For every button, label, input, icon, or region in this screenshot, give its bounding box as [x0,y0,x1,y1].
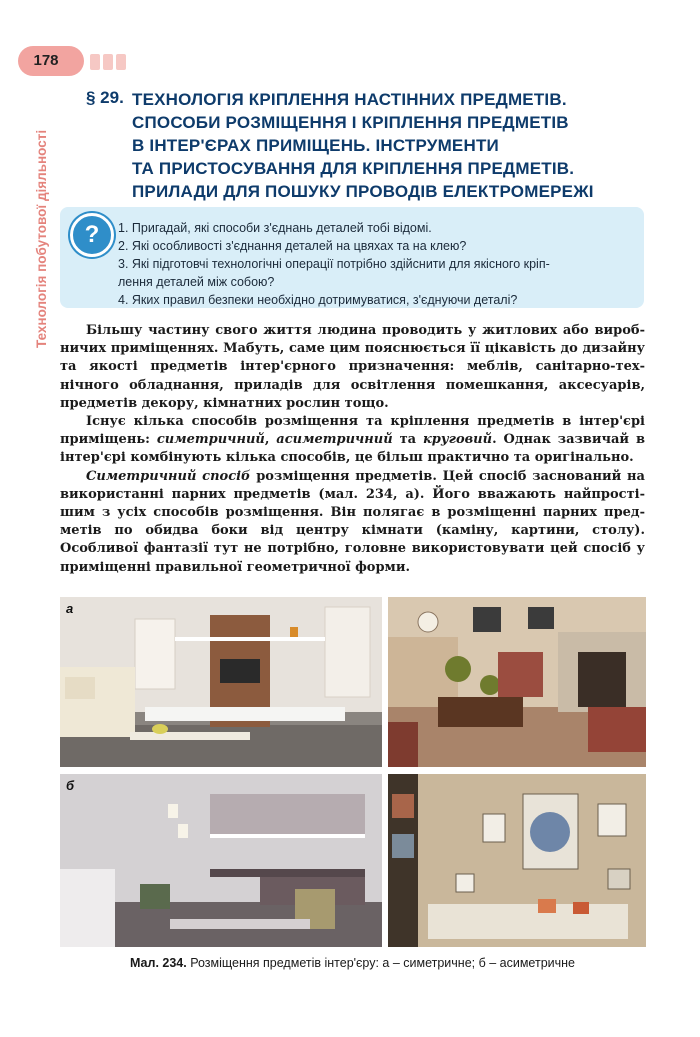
photo-asymmetric-modern [60,774,382,947]
question-icon: ? [70,213,114,257]
photo-symmetric-modern [60,597,382,767]
photo-asymmetric-gallery [388,774,646,947]
interior-illustration [60,597,382,767]
question-item: лення деталей між собою? [118,275,275,289]
photo-symmetric-classic [388,597,646,767]
side-section-label [34,118,54,458]
figure-caption [60,956,645,970]
side-label-text: Технологія побутової діяльності [34,129,49,348]
photo-label-a: а [66,601,74,616]
photo-label-b: б [66,778,75,793]
interior-illustration [60,774,382,947]
paragraph-2: Існує кілька способів розміщення та кріплення предметів в інтер'єрі приміщень: симетричний, асиметричний та круговий. Однак зазвичай в інтер'єрі комбінують кілька способів, це більш практично та оригінально. [60,414,645,466]
figure-number: Мал. 234. [129,956,187,970]
page-tab-decoration [90,54,126,70]
title-lines [132,88,652,203]
title-line: В ІНТЕР'ЄРАХ ПРИМІЩЕНЬ. ІНСТРУМЕНТИ [132,136,499,155]
questions-list [118,219,638,309]
question-item: 4. Яких правил безпеки необхідно дотримуватися, з'єднуючи деталі? [118,293,518,307]
caption-text: Розміщення предметів інтер'єру: а – симетричне; б – асиметричне [186,956,575,970]
page-number: 178 [33,52,59,69]
title-line: ПРИЛАДИ ДЛЯ ПОШУКУ ПРОВОДІВ ЕЛЕКТРОМЕРЕЖІ [132,182,594,201]
interior-illustration [388,774,646,947]
title-line: СПОСОБИ РОЗМІЩЕННЯ І КРІПЛЕННЯ ПРЕДМЕТІВ [132,113,569,132]
question-item: 1. Пригадай, які способи з'єднань деталей тобі відомі. [118,221,432,235]
title-line: ТЕХНОЛОГІЯ КРІПЛЕННЯ НАСТІННИХ ПРЕДМЕТІВ. [132,90,567,109]
title-line: ТА ПРИСТОСУВАННЯ ДЛЯ КРІПЛЕННЯ ПРЕДМЕТІВ. [132,159,575,178]
page-number-tab [18,46,148,76]
question-item: 2. Які особливості з'єднання деталей на цвяхах та на клею? [118,239,467,253]
body-text [60,322,645,577]
paragraph-1: Більшу частину свого життя людина проводить у житлових або виробничих приміщеннях. Мабуть, саме цим пояснюється її цікавість до дизайну та якості предметів інтер'єрного призначення: меблів, санітарно-технічного обладнання, приладів для освітлення помешкання, аксесуарів, предметів декору, кімнатних рослин тощо. [60,323,645,411]
question-item: 3. Які підготовчі технологічні операції потрібно здійснити для якісного кріп- [118,257,550,271]
paragraph-3: Симетричний спосіб розміщення предметів. Цей спосіб заснований на використанні парних предметів (мал. 234, а). Його вважають найпростішим з усіх способів розміщення. Він полягає в розміщенні парних предметів по обидва боки від центру кімнати (каміну, картини, столу). Особливої фантазії тут не потрібно, головне використовувати цей спосіб у приміщенні правильної геометричної форми. [60,468,645,575]
section-number: § 29. [86,88,124,107]
interior-illustration [388,597,646,767]
